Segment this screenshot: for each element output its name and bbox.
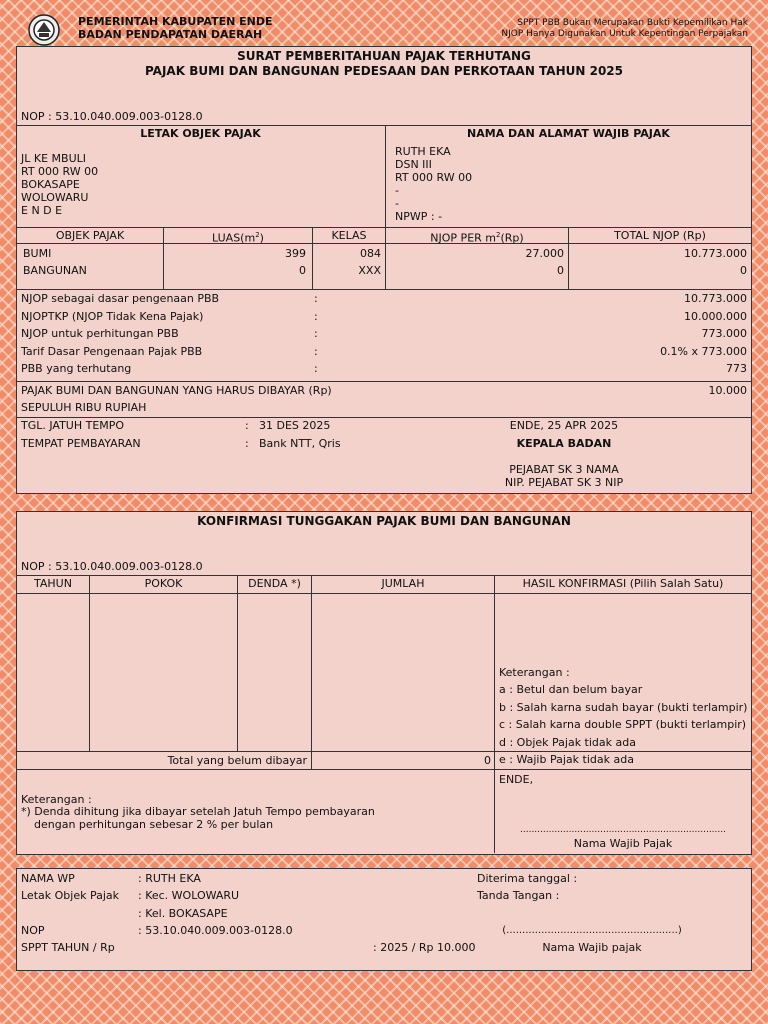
row-njop: 27.000 [525,247,564,260]
row-objek: BANGUNAN [23,264,87,277]
receipt-sppt-value: : 2025 / Rp 10.000 [373,941,476,954]
sign-date: ENDE, 25 APR 2025 [509,419,619,432]
col-denda: DENDA *) [248,577,301,590]
nop-number: NOP : 53.10.040.009.003-0128.0 [21,110,203,123]
header-note-1: SPPT PBB Bukan Merupakan Bukti Kepemilikan Hak [517,18,748,28]
konfirmasi-form [16,511,752,855]
letak-line: BOKASAPE [21,178,80,191]
receipt-signature-line: (......................................................) [502,925,682,936]
konfirmasi-title: KONFIRMASI TUNGGAKAN PAJAK BUMI DAN BANGUNAN [197,514,571,528]
wp-line: - [395,184,399,197]
note-line-1: *) Denda dihitung jika dibayar setelah Jatuh Tempo pembayaran [21,805,375,818]
total-label: Total yang belum dibayar [167,754,307,767]
col-tahun: TAHUN [34,577,72,590]
receipt-tanda: Tanda Tangan : [477,889,560,902]
receipt-nop-label: NOP [21,924,45,937]
col-njop: NJOP PER $m^2(Rp)$ [430,231,524,245]
receipt-sign-label: Nama Wajib pajak [542,941,642,954]
calc-label: NJOPTKP (NJOP Tidak Kena Pajak) [21,309,204,323]
wp-line: RUTH EKA [395,145,451,158]
agency-name: BADAN PENDAPATAN DAERAH [78,28,263,41]
calc-label: PBB yang terhutang [21,362,132,375]
sign-name: PEJABAT SK 3 NAMA [509,463,619,476]
option-item: d : Objek Pajak tidak ada [499,735,636,749]
letak-line: RT 000 RW 00 [21,165,99,178]
note-line-2: dengan perhitungan sebesar 2 % per bulan [34,818,274,831]
calc-label: Tarif Dasar Pengenaan Pajak PBB [21,344,203,358]
sign-nip: NIP. PEJABAT SK 3 NIP [504,476,624,489]
row-luas: 399 [285,247,306,260]
calc-value: 10.000.000 [684,309,747,323]
wp-line: DSN III [395,158,432,171]
row-total: 0 [740,264,747,277]
calc-colon: : [314,309,318,323]
sppt-title: SURAT PEMBERITAHUAN PAJAK TERHUTANG [237,49,531,63]
konfirmasi-nop: NOP : 53.10.040.009.003-0128.0 [21,560,203,573]
col-luas: $LUAS(m^2)$ [212,231,264,245]
receipt-sppt-label: SPPT TAHUN / Rp [21,941,115,954]
row-kelas: 084 [360,247,381,260]
col-kelas: KELAS [331,229,367,242]
receipt-kel-value: : Kel. BOKASAPE [138,907,228,920]
receipt-nama-label: NAMA WP [21,872,75,885]
letak-line: E N D E [21,204,63,217]
konfirmasi-place: ENDE, [499,773,534,786]
pay-words: SEPULUH RIBU RUPIAH [21,401,147,414]
sppt-subtitle: PAJAK BUMI DAN BANGUNAN PEDESAAN DAN PERKOTAAN TAHUN 2025 [144,64,624,78]
konfirmasi-sign-label: Nama Wajib Pajak [573,837,673,850]
place-label: TEMPAT PEMBAYARAN [21,437,141,450]
calc-colon: : [314,344,318,358]
row-luas: 0 [299,264,306,277]
note-title: Keterangan : [21,793,92,806]
receipt-kec-value: : Kec. WOLOWARU [138,889,240,902]
receipt-form [16,868,752,971]
receipt-letak-label: Letak Objek Pajak [21,889,120,902]
wp-line: NPWP : - [395,210,443,223]
calc-colon: : [314,292,318,305]
gov-name: PEMERINTAH KABUPATEN ENDE [78,15,273,28]
col-hasil: HASIL KONFIRMASI (Pilih Salah Satu) [522,577,724,590]
sppt-form [16,46,752,494]
total-value: 0 [484,754,491,767]
signature-line: ........................................................................ [520,825,726,835]
header-note-2: NJOP Hanya Digunakan Untuk Kepentingan Perpajakan [501,29,748,39]
calc-colon: : [314,327,318,340]
calc-colon: : [314,362,318,375]
pay-value: 10.000 [708,384,747,397]
sign-title: KEPALA BADAN [516,437,612,450]
row-total: 10.773.000 [684,247,747,260]
pay-label: PAJAK BUMI DAN BANGUNAN YANG HARUS DIBAYAR (Rp) [21,384,332,397]
letak-line: WOLOWARU [21,191,89,204]
calc-label: NJOP sebagai dasar pengenaan PBB [21,292,220,305]
calc-label: NJOP untuk perhitungan PBB [21,327,179,340]
letak-header: LETAK OBJEK PAJAK [140,127,261,140]
row-kelas: XXX [358,264,381,277]
receipt-nama-value: : RUTH EKA [138,872,201,885]
col-pokok: POKOK [144,577,183,590]
due-label: TGL. JATUH TEMPO [21,419,125,432]
due-colon: : [245,419,249,432]
wp-line: RT 000 RW 00 [395,171,473,184]
option-item: e : Wajib Pajak tidak ada [499,753,634,766]
row-objek: BUMI [23,247,52,260]
calc-value: 0.1% x 773.000 [660,344,747,358]
calc-value: 773.000 [701,327,747,340]
place-colon: : [245,437,249,450]
col-objek: OBJEK PAJAK [55,229,125,242]
calc-value: 10.773.000 [684,292,747,305]
header-bar [28,12,768,46]
calc-value: 773 [726,362,747,375]
options-title: Keterangan : [499,666,570,679]
receipt-nop-value: : 53.10.040.009.003-0128.0 [138,924,293,937]
regency-logo [28,14,60,46]
col-total: TOTAL NJOP (Rp) [614,229,706,242]
letak-line: JL KE MBULI [21,152,86,165]
place-value: Bank NTT, Qris [259,437,341,450]
option-item: b : Salah karna sudah bayar (bukti terlampir) [499,700,748,714]
wp-header: NAMA DAN ALAMAT WAJIB PAJAK [467,127,670,140]
row-njop: 0 [557,264,564,277]
due-value: 31 DES 2025 [259,419,331,432]
wp-line: - [395,197,399,210]
option-item: a : Betul dan belum bayar [499,683,643,696]
receipt-diterima: Diterima tanggal : [477,872,578,885]
option-item: c : Salah karna double SPPT (bukti terlampir) [499,718,747,731]
col-jumlah: JUMLAH [381,577,425,590]
